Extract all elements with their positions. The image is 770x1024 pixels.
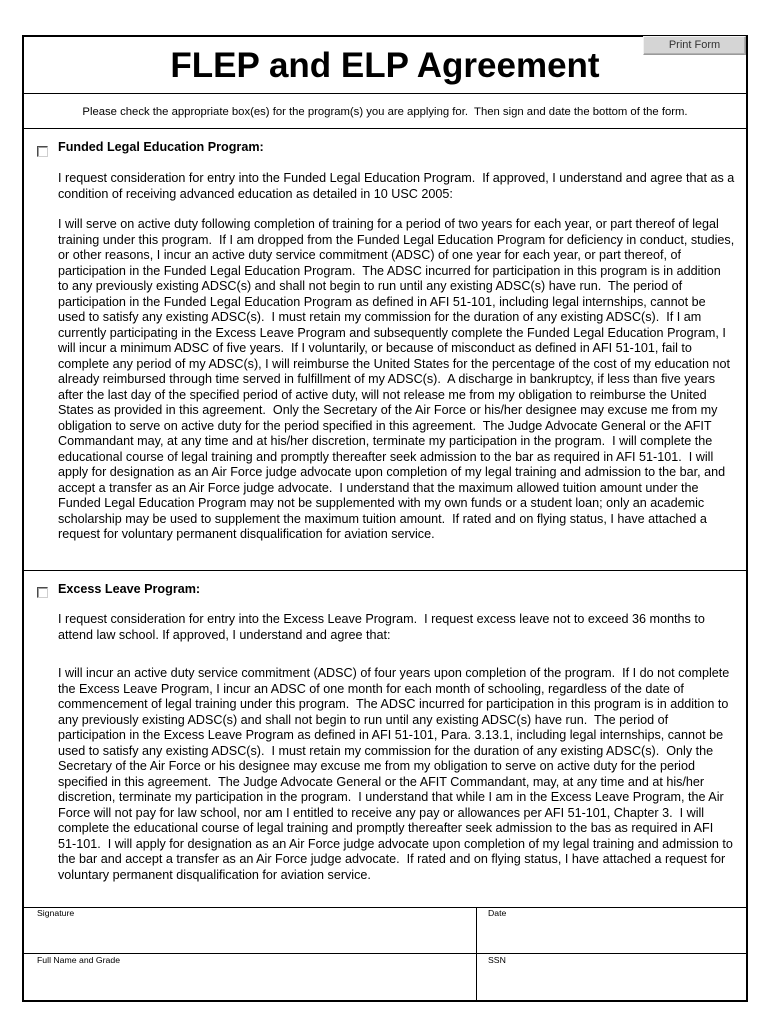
elp-body-line: 51-101. I will apply for designation as an Air Force judge advocate upon completion of my legal training and admission to (58, 836, 733, 851)
flep-body-line: obligation to serve on active duty for the period specified in this agreement. The Judge Advocate General or the AFIT (58, 418, 712, 433)
elp-body-line: any previously existing ADSC(s) and shall not begin to run until any existing ADSC(s) have run. The period of (58, 712, 669, 727)
flep-body-line: scholarship may be used to supplement the maximum tuition amount. If rated and on flying status, I have attached a (58, 511, 707, 526)
elp-body-line: Force will not pay for law school, nor am I entitled to receive any pay or allowances per AFI 51-101, Chapter 3. I will (58, 805, 705, 820)
elp-body-line: commencement of legal training under this program. The ADSC incurred for participation in this program is in addition to (58, 697, 729, 711)
section-divider (22, 570, 748, 571)
elp-body-paragraph (58, 666, 748, 883)
flep-body-line: request for voluntary permanent disqualification for aviation service. (58, 527, 435, 541)
flep-intro-paragraph (58, 171, 748, 202)
flep-body-line: currently participating in the Excess Leave Program and subsequently complete the Funded Legal Education Program, I (58, 325, 726, 340)
flep-body-line: already reimbursed through time served in fulfillment of my ADSC(s). A discharge in bankruptcy, if less than five years (58, 372, 716, 386)
elp-intro-line: I request consideration for entry into the Excess Leave Program. I request excess leave not to exceed 36 months to (58, 612, 705, 626)
elp-body-line: voluntary permanent disqualification for aviation service. (58, 867, 371, 882)
elp-body-line: the Excess Leave Program, I incur an ADSC of one month for each month of schooling, regardless of the date of (58, 681, 684, 696)
signature-block-column-divider (476, 907, 477, 1002)
full-name-grade-field[interactable] (24, 968, 474, 999)
elp-body-line: Secretary of the Air Force or his designee may excuse me from my obligation to serve on active duty for the period (58, 759, 695, 773)
flep-heading: Funded Legal Education Program: (58, 140, 264, 154)
flep-body-line: after the last day of the specified period of active duty, will not release me from my obligation to reimburse the United (58, 387, 707, 402)
flep-body-line: apply for designation as an Air Force judge advocate upon completion of my legal training and admission to the bar, and (58, 465, 726, 479)
elp-heading: Excess Leave Program: (58, 582, 201, 596)
instructions-divider (22, 128, 748, 129)
elp-body-line: discretion, terminate my participation in the program. I understand that while I am in the Excess Leave Program, the Air (58, 790, 724, 804)
flep-body-line: I will serve on active duty following completion of training for a period of two years for each year, or part thereof of legal (58, 217, 719, 231)
flep-intro-line: I request consideration for entry into the Funded Legal Education Program. If approved, I understand and agree that as a (58, 171, 735, 185)
flep-body-line: will incur a minimum ADSC of five years. If I voluntarily, or because of misconduct as defined in AFI 51-101, fail to (58, 341, 692, 355)
instructions-text: Please check the appropriate box(es) for the program(s) you are applying for. Then sign and date the bottom of the form. (82, 106, 688, 118)
date-label: Date (488, 908, 507, 918)
elp-body-line: specified in this agreement. The Judge Advocate General or the AFIT Commandant, may, at any time and at his/her (58, 774, 705, 789)
page-title: FLEP and ELP Agreement (170, 46, 600, 85)
flep-body-line: States as provided in this agreement. Only the Secretary of the Air Force or his/her designee may excuse me from my (58, 403, 718, 417)
elp-body-line: I will incur an active duty service commitment (ADSC) of four years upon completion of the program. If I do not complete (58, 666, 730, 680)
elp-intro-paragraph (58, 612, 748, 643)
elp-body-line: participation in the Excess Leave Program as defined in AFI 51-101, Para. 3.13.1, including legal internships, cannot be (58, 728, 724, 742)
flep-body-line: used to satisfy any existing ADSC(s). I must retain my commission for the duration of any existing ADSC(s). If I am (58, 310, 702, 324)
flep-body-line: complete any period of my ADSC(s), I will reimburse the United States for the percentage of the cost of my education not (58, 356, 730, 371)
flep-body-line: accept a transfer as an Air Force judge advocate. I understand that the maximum allowed tuition amount under the (58, 480, 699, 495)
flep-body-line: to any previously existing ADSC(s) and shall not begin to run until any existing ADSC(s) have run. The period of (58, 279, 683, 293)
flep-body-line: Funded Legal Education Program may not be supplemented with my own funds or a student loan; only an academic (58, 496, 705, 510)
full-name-grade-label: Full Name and Grade (37, 955, 121, 965)
signature-field[interactable] (24, 921, 474, 951)
print-form-button[interactable]: Print Form (643, 36, 746, 55)
ssn-field[interactable] (478, 968, 746, 999)
elp-body-line: used to satisfy any existing ADSC(s). I must retain my commission for the duration of any existing ADSC(s). Only the (58, 743, 714, 758)
signature-label: Signature (37, 908, 75, 918)
flep-body-paragraph (58, 217, 748, 543)
elp-intro-line: attend law school. If approved, I understand and agree that: (58, 627, 391, 642)
flep-body-line: Commandant may, at any time and at his/her discretion, terminate my participation in the program. I will complete the (58, 434, 713, 448)
flep-body-line: or other reasons, I incur an active duty service commitment (ADSC) of one year for each year, or part thereof, of (58, 248, 681, 262)
ssn-label: SSN (488, 955, 506, 965)
flep-body-line: participation in the Funded Legal Education Program as defined in AFI 51-101, including legal internships, cannot be (58, 294, 706, 309)
flep-body-line: participation in the Funded Legal Education Program. The ADSC incurred for participation in this program is in addition (58, 263, 721, 278)
flep-body-line: training under this program. If I am dropped from the Funded Legal Education Program for deficiency in conduct, studies, (58, 232, 735, 247)
elp-body-line: the bar and accept a transfer as an Air Force judge advocate. If rated and on flying status, I have attached a request for (58, 852, 726, 866)
flep-checkbox[interactable] (37, 146, 48, 157)
elp-checkbox[interactable] (37, 587, 48, 598)
flep-body-line: educational course of legal training and promptly thereafter seek admission to the bar as required in AFI 51-101. I will (58, 449, 714, 464)
signature-block-top-divider (22, 907, 748, 908)
signature-block-row-divider (22, 953, 748, 954)
flep-intro-line: condition of receiving advanced education as detailed in 10 USC 2005: (58, 186, 453, 201)
elp-body-line: complete the educational course of legal training and promptly thereafter seek admission to the bas as required in AFI (58, 821, 714, 835)
date-field[interactable] (478, 921, 746, 951)
